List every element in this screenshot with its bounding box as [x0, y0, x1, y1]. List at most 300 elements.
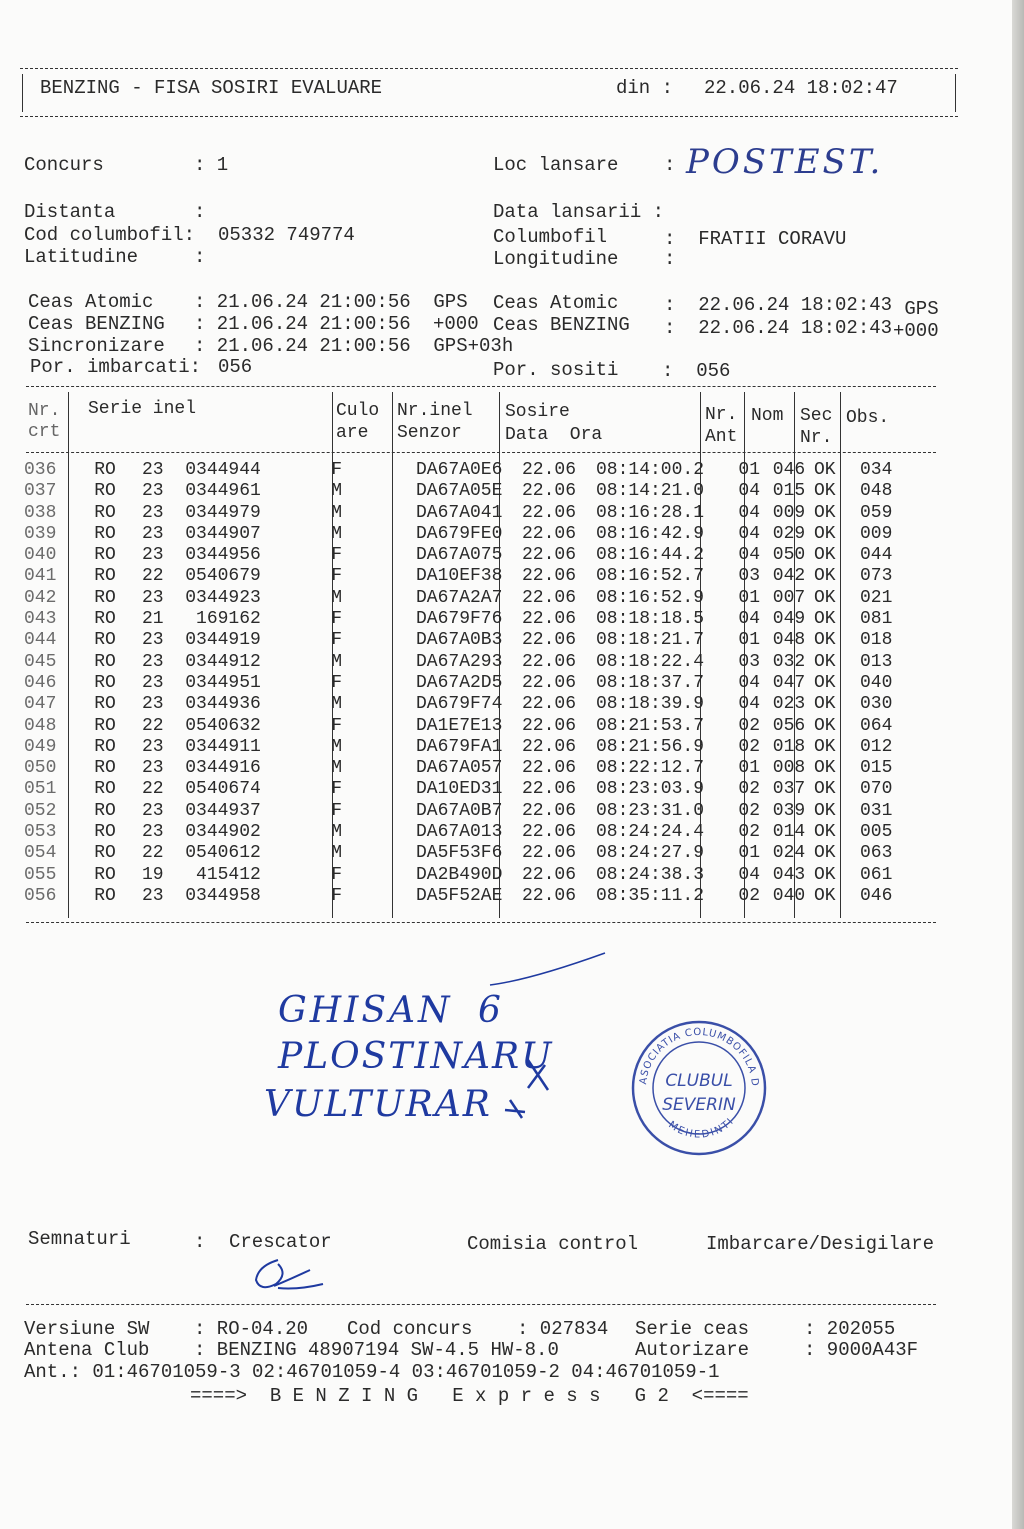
serie-ceas-value: : 202055: [804, 1318, 896, 1340]
row-ring-serial: [142, 737, 272, 758]
th-sec: Sec: [800, 406, 833, 426]
row-sensor: DA67A041: [416, 502, 503, 523]
row-date: 22.06: [522, 885, 577, 906]
row-date: 22.06: [522, 843, 577, 864]
row-sensor: DA67A013: [416, 822, 503, 843]
row-nr: 040: [24, 545, 57, 566]
row-date: 22.06: [522, 609, 577, 630]
row-sec: OK: [814, 460, 836, 480]
row-obs: 012: [860, 736, 893, 757]
row-year: 23: [142, 694, 164, 715]
ceas-benzing-left-value: : 21.06.24 21:00:56: [194, 313, 411, 335]
row-sex: M: [331, 736, 342, 757]
row-year: 23: [142, 651, 164, 672]
row-year: 23: [142, 481, 164, 502]
row-sensor: DA67A057: [416, 758, 503, 779]
row-nom: 046: [772, 460, 806, 480]
row-time: 08:18:39.9: [596, 694, 705, 715]
row-ring-serial: [142, 843, 272, 864]
row-sensor: DA67A2A7: [416, 587, 503, 608]
row-sex: M: [331, 651, 342, 672]
row-sensor: DA679FA1: [416, 736, 503, 757]
table-row: [24, 545, 920, 566]
row-antenna: 04: [738, 694, 760, 715]
concurs-label: Concurs: [24, 154, 104, 176]
row-nom: 032: [772, 651, 806, 672]
th-are: are: [336, 423, 369, 443]
row-sec: OK: [814, 694, 836, 715]
latitudine-label: Latitudine: [24, 246, 139, 268]
table-row: [24, 630, 920, 651]
handwritten-strokes: [470, 940, 650, 1120]
row-nom: 029: [772, 523, 806, 544]
autorizare-value: : 9000A43F: [804, 1339, 919, 1361]
row-ring-serial: [142, 524, 272, 545]
row-year: 23: [142, 545, 164, 566]
row-obs: 046: [860, 885, 893, 906]
row-sex: M: [331, 822, 342, 843]
row-ring-number: 0540612: [185, 843, 261, 864]
row-year: 23: [142, 800, 164, 821]
row-antenna: 01: [738, 587, 760, 608]
columbofil-value: : FRATII CORAVU: [664, 228, 847, 250]
row-ring-number: 0344937: [185, 800, 261, 821]
row-date: 22.06: [522, 822, 577, 843]
antenna-list: Ant.: 01:46701059-3 02:46701059-4 03:46701059-2 04:46701059-1: [24, 1361, 720, 1383]
signature-imbarcare: Imbarcare/Desigilare: [706, 1233, 935, 1255]
table-row: [24, 737, 920, 758]
row-date: 22.06: [522, 758, 577, 779]
loc-lansare-handwritten: POSTEST.: [686, 142, 884, 182]
row-sensor: DA2B490D: [416, 864, 503, 885]
row-nr: 045: [24, 651, 57, 672]
row-antenna: 03: [738, 566, 760, 587]
row-color: [350, 716, 416, 737]
row-ring-serial: [142, 630, 272, 651]
signature-crescator: Crescator: [229, 1231, 332, 1253]
row-color: [350, 630, 416, 651]
row-nr: 039: [24, 523, 57, 544]
row-sex: F: [331, 800, 342, 821]
row-antenna: 01: [738, 630, 760, 651]
row-date: 22.06: [522, 672, 577, 693]
row-date: 22.06: [522, 736, 577, 757]
row-nr: 051: [24, 779, 57, 800]
sositi-label: Por. sositi: [493, 359, 619, 381]
row-date: 22.06: [522, 630, 577, 651]
versiune-label: Versiune SW: [24, 1318, 150, 1340]
ceas-atomic-right-label: Ceas Atomic: [493, 292, 619, 314]
row-sex: M: [331, 843, 342, 864]
cod-columbofil-value: 05332 749774: [218, 224, 355, 246]
row-sensor: DA67A2D5: [416, 672, 503, 693]
table-row: [24, 566, 920, 587]
row-color: [350, 694, 416, 715]
row-color: [350, 801, 416, 822]
row-nr: 053: [24, 822, 57, 843]
row-ring-serial: [142, 588, 272, 609]
row-nr: 038: [24, 502, 57, 523]
row-color: [350, 481, 416, 502]
row-country: RO: [94, 651, 116, 672]
ceas-benzing-left-suffix: +000: [433, 313, 479, 335]
row-sec: OK: [814, 609, 836, 630]
row-obs: 063: [860, 843, 893, 864]
row-date: 22.06: [522, 545, 577, 566]
row-ring-serial: [142, 652, 272, 673]
row-ring-number: 0344951: [185, 672, 261, 693]
row-country: RO: [94, 822, 116, 843]
row-ring-number: 415412: [185, 864, 261, 885]
row-nom: 007: [772, 587, 806, 608]
row-obs: 061: [860, 864, 893, 885]
row-nom: 050: [772, 545, 806, 566]
cod-columbofil-label: Cod columbofil:: [24, 224, 196, 246]
row-ring-number: 0344956: [185, 545, 261, 566]
row-year: 21: [142, 609, 164, 630]
row-year: 23: [142, 502, 164, 523]
row-nom: 018: [772, 736, 806, 757]
row-time: 08:18:37.7: [596, 672, 705, 693]
row-color: [350, 843, 416, 864]
row-nr: 047: [24, 694, 57, 715]
row-year: 23: [142, 885, 164, 906]
latitudine-value: :: [194, 246, 206, 268]
handwritten-mark-1: 6: [478, 990, 501, 1031]
crescator-signature: [248, 1248, 328, 1296]
row-color: [350, 779, 416, 800]
antena-label: Antena Club: [24, 1339, 150, 1361]
row-year: 23: [142, 736, 164, 757]
versiune-value: : RO-04.20: [194, 1318, 309, 1340]
row-year: 23: [142, 630, 164, 651]
row-ring-number: 0344902: [185, 822, 261, 843]
row-time: 08:23:31.0: [596, 800, 705, 821]
row-color: [350, 886, 416, 907]
arrivals-table: [24, 460, 920, 907]
table-row: [24, 609, 920, 630]
row-time: 08:18:18.5: [596, 609, 705, 630]
row-year: 23: [142, 822, 164, 843]
row-sex: M: [331, 523, 342, 544]
row-sensor: DA679F74: [416, 694, 503, 715]
row-sex: M: [331, 481, 342, 502]
row-sensor: DA5F52AE: [416, 885, 503, 906]
row-nr: 036: [24, 460, 57, 480]
row-sec: OK: [814, 566, 836, 587]
row-nom: 024: [772, 843, 806, 864]
row-ring-number: 169162: [185, 609, 261, 630]
row-antenna: 01: [738, 460, 760, 480]
row-sex: F: [331, 672, 342, 693]
row-ring-number: 0344907: [185, 523, 261, 544]
row-color: [350, 822, 416, 843]
row-sex: F: [331, 609, 342, 630]
th-culo: Culo: [336, 401, 380, 421]
table-top-rule: [26, 386, 936, 387]
row-nom: 049: [772, 609, 806, 630]
row-sensor: DA67A0B3: [416, 630, 503, 651]
table-row: [24, 843, 920, 864]
th-senzor: Senzor: [397, 423, 462, 443]
sincronizare-label: Sincronizare: [28, 335, 165, 357]
row-ring-serial: [142, 801, 272, 822]
row-nr: 037: [24, 481, 57, 502]
row-year: 22: [142, 779, 164, 800]
row-country: RO: [94, 523, 116, 544]
row-nom: 008: [772, 758, 806, 779]
row-date: 22.06: [522, 694, 577, 715]
row-time: 08:24:27.9: [596, 843, 705, 864]
paper-edge: [1012, 0, 1024, 1529]
row-sec: OK: [814, 651, 836, 672]
row-nom: 042: [772, 566, 806, 587]
signatures-colon: :: [194, 1231, 206, 1253]
row-time: 08:35:11.2: [596, 885, 705, 906]
row-country: RO: [94, 779, 116, 800]
row-ring-number: 0344919: [185, 630, 261, 651]
row-time: 08:23:03.9: [596, 779, 705, 800]
row-ring-serial: [142, 503, 272, 524]
row-ring-serial: [142, 609, 272, 630]
row-sec: OK: [814, 672, 836, 693]
row-time: 08:16:42.9: [596, 523, 705, 544]
row-sex: F: [331, 545, 342, 566]
row-color: [350, 609, 416, 630]
row-nom: 014: [772, 822, 806, 843]
row-sec: OK: [814, 864, 836, 885]
row-sex: F: [331, 885, 342, 906]
row-year: 22: [142, 566, 164, 587]
row-nom: 015: [772, 481, 806, 502]
row-ring-number: 0344912: [185, 651, 261, 672]
row-obs: 015: [860, 758, 893, 779]
row-sex: F: [331, 715, 342, 736]
data-lansarii-label: Data lansarii :: [493, 201, 665, 223]
table-row: [24, 460, 920, 481]
row-sex: M: [331, 502, 342, 523]
row-nom: 048: [772, 630, 806, 651]
row-country: RO: [94, 545, 116, 566]
th-obs: Obs.: [846, 408, 890, 428]
row-antenna: 01: [738, 758, 760, 779]
columbofil-label: Columbofil: [493, 226, 608, 248]
row-country: RO: [94, 672, 116, 693]
row-obs: 030: [860, 694, 893, 715]
row-sensor: DA5F53F6: [416, 843, 503, 864]
row-sec: OK: [814, 523, 836, 544]
row-sensor: DA10ED31: [416, 779, 503, 800]
antena-value: : BENZING 48907194 SW-4.5 HW-8.0: [194, 1339, 559, 1361]
th-data-ora: Data Ora: [505, 425, 603, 445]
row-country: RO: [94, 843, 116, 864]
row-color: [350, 460, 416, 481]
row-ring-serial: [142, 779, 272, 800]
row-sec: OK: [814, 715, 836, 736]
th-serie-inel: Serie inel: [88, 399, 197, 419]
row-nr: 049: [24, 736, 57, 757]
stamp-center-2: SEVERIN: [662, 1095, 736, 1115]
row-color: [350, 524, 416, 545]
row-sensor: DA679FE0: [416, 523, 503, 544]
ceas-atomic-left-label: Ceas Atomic: [28, 291, 154, 313]
row-nr: 044: [24, 630, 57, 651]
row-nr: 050: [24, 758, 57, 779]
imbarcati-value: 056: [218, 356, 253, 378]
row-sensor: DA67A075: [416, 545, 503, 566]
row-color: [350, 588, 416, 609]
row-nom: 037: [772, 779, 806, 800]
row-ring-number: 0344911: [185, 736, 261, 757]
row-sec: OK: [814, 481, 836, 502]
row-sex: F: [331, 864, 342, 885]
row-nr: 052: [24, 800, 57, 821]
row-obs: 073: [860, 566, 893, 587]
row-time: 08:14:00.2: [596, 460, 705, 480]
stamp-bottom-text: MEHEDINTI: [666, 1115, 737, 1141]
ceas-atomic-left-suffix: GPS: [422, 291, 468, 313]
row-year: 22: [142, 715, 164, 736]
th-sec-nr: Nr.: [800, 428, 833, 448]
row-antenna: 02: [738, 822, 760, 843]
cod-concurs-label: Cod concurs: [347, 1318, 473, 1340]
row-ring-number: 0540632: [185, 715, 261, 736]
row-antenna: 04: [738, 672, 760, 693]
row-antenna: 04: [738, 502, 760, 523]
row-date: 22.06: [522, 587, 577, 608]
row-sex: F: [331, 630, 342, 651]
row-country: RO: [94, 800, 116, 821]
row-nom: 056: [772, 715, 806, 736]
th-crt: crt: [28, 422, 61, 442]
table-row: [24, 822, 920, 843]
row-nr: 041: [24, 566, 57, 587]
row-antenna: 03: [738, 651, 760, 672]
table-row: [24, 758, 920, 779]
row-antenna: 04: [738, 481, 760, 502]
row-color: [350, 758, 416, 779]
row-obs: 081: [860, 609, 893, 630]
row-date: 22.06: [522, 523, 577, 544]
header-bottom-rule: [20, 116, 958, 117]
th-nr: Nr.: [28, 401, 61, 421]
row-color: [350, 566, 416, 587]
row-ring-serial: [142, 886, 272, 907]
row-antenna: 02: [738, 779, 760, 800]
row-ring-number: 0540674: [185, 779, 261, 800]
row-nr: 046: [24, 672, 57, 693]
distanta-value: :: [194, 201, 206, 223]
row-country: RO: [94, 758, 116, 779]
row-sex: M: [331, 694, 342, 715]
club-stamp: [628, 1012, 770, 1160]
row-date: 22.06: [522, 779, 577, 800]
row-country: RO: [94, 566, 116, 587]
row-sec: OK: [814, 736, 836, 757]
row-date: 22.06: [522, 481, 577, 502]
handwritten-name-1: GHISAN: [278, 990, 453, 1031]
row-obs: 009: [860, 523, 893, 544]
row-sex: M: [331, 758, 342, 779]
th-nr-inel: Nr.inel: [397, 401, 473, 421]
row-ring-serial: [142, 673, 272, 694]
table-row: [24, 694, 920, 715]
row-sec: OK: [814, 758, 836, 779]
signature-comisia: Comisia control: [467, 1233, 639, 1255]
row-nr: 055: [24, 864, 57, 885]
row-sensor: DA679F76: [416, 609, 503, 630]
row-sec: OK: [814, 502, 836, 523]
row-color: [350, 673, 416, 694]
row-date: 22.06: [522, 460, 577, 480]
row-color: [350, 737, 416, 758]
row-country: RO: [94, 864, 116, 885]
table-bottom-rule: [26, 922, 936, 923]
row-ring-number: 0344923: [185, 587, 261, 608]
row-country: RO: [94, 736, 116, 757]
row-obs: 048: [860, 481, 893, 502]
row-sex: F: [331, 566, 342, 587]
ceas-atomic-right-value: : 22.06.24 18:02:43: [664, 294, 893, 316]
row-antenna: 02: [738, 715, 760, 736]
row-ring-serial: [142, 566, 272, 587]
row-color: [350, 545, 416, 566]
row-time: 08:16:28.1: [596, 502, 705, 523]
row-sec: OK: [814, 800, 836, 821]
sincronizare-value: : 21.06.24 21:00:56: [194, 335, 411, 357]
row-country: RO: [94, 715, 116, 736]
row-color: [350, 503, 416, 524]
svg-text:MEHEDINTI: [666, 1116, 737, 1141]
row-year: 23: [142, 523, 164, 544]
row-sec: OK: [814, 779, 836, 800]
row-ring-serial: [142, 460, 272, 481]
row-time: 08:14:21.0: [596, 481, 705, 502]
row-nom: 009: [772, 502, 806, 523]
row-obs: 021: [860, 587, 893, 608]
ceas-atomic-right-suffix: GPS: [893, 298, 939, 320]
th-nr-ant: Nr.: [705, 405, 738, 425]
header-top-rule: [20, 68, 958, 69]
row-year: 23: [142, 672, 164, 693]
table-row: [24, 652, 920, 673]
row-sec: OK: [814, 545, 836, 566]
row-country: RO: [94, 885, 116, 906]
row-date: 22.06: [522, 566, 577, 587]
table-row: [24, 801, 920, 822]
row-antenna: 04: [738, 609, 760, 630]
row-date: 22.06: [522, 715, 577, 736]
stamp-center-1: CLUBUL: [665, 1071, 733, 1091]
row-ring-serial: [142, 822, 272, 843]
handwritten-name-2: PLOSTINARU: [278, 1036, 554, 1077]
row-ring-serial: [142, 694, 272, 715]
row-date: 22.06: [522, 864, 577, 885]
row-nom: 023: [772, 694, 806, 715]
concurs-value: : 1: [194, 154, 229, 176]
row-nom: 040: [772, 885, 806, 906]
row-color: [350, 865, 416, 886]
row-country: RO: [94, 630, 116, 651]
row-nom: 043: [772, 864, 806, 885]
row-time: 08:22:12.7: [596, 758, 705, 779]
row-country: RO: [94, 481, 116, 502]
row-ring-number: 0344979: [185, 502, 261, 523]
imbarcati-label: Por. imbarcati:: [30, 356, 202, 378]
row-sensor: DA67A05E: [416, 481, 503, 502]
ceas-benzing-right-value: : 22.06.24 18:02:43: [664, 317, 893, 339]
table-row: [24, 524, 920, 545]
